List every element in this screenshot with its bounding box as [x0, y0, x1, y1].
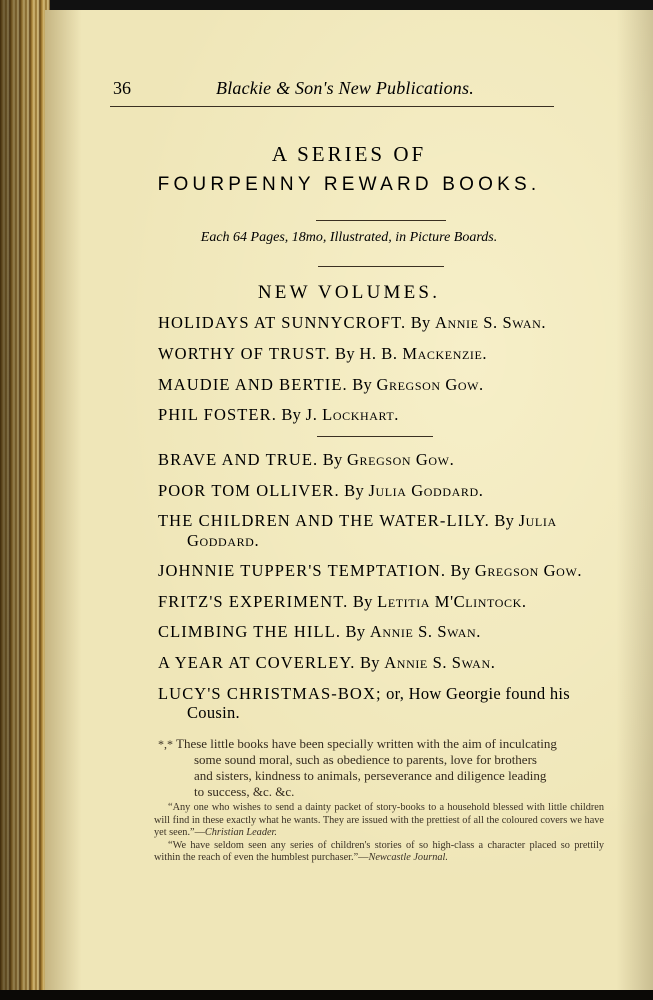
by-word: By	[352, 375, 373, 394]
quote-text: “Any one who wishes to send a dainty packet of story-books to a household blessed with little children will find in these exactly what he wants. They are issued with the prettiest of all the coloured covers we have yet seen.”—	[154, 802, 604, 839]
note-line-2: some sound moral, such as obedience to parents, love for brothers	[194, 752, 537, 767]
list-item	[158, 622, 605, 642]
book-author: Annie S. Swan.	[384, 653, 496, 672]
header-rule	[110, 106, 554, 107]
book-author: Letitia M'Clintock.	[377, 592, 527, 611]
book-title: HOLIDAYS AT SUNNYCROFT.	[158, 313, 407, 332]
book-alt-title: How Georgie found his	[408, 684, 570, 703]
book-author: Gregson Gow.	[376, 375, 484, 394]
main-title: FOURPENNY REWARD BOOKS.	[157, 174, 541, 195]
book-title: MAUDIE AND BERTIE.	[158, 375, 348, 394]
list-item-continuation	[187, 531, 605, 551]
book-title: BRAVE AND TRUE.	[158, 450, 319, 469]
book-title: FRITZ'S EXPERIMENT.	[158, 592, 349, 611]
note-line-4: to success, &c. &c.	[194, 784, 295, 799]
asterism-mark: *,*	[158, 737, 173, 751]
book-author: J. Lockhart.	[305, 405, 400, 424]
quote-source: Christian Leader.	[204, 827, 277, 839]
title-rule	[316, 220, 446, 221]
series-line: A SERIES OF	[271, 142, 427, 166]
list-item	[158, 450, 605, 470]
book-author: Julia	[518, 511, 557, 530]
quote-source: Newcastle Journal.	[368, 852, 448, 864]
by-word: By	[494, 511, 515, 530]
by-word: By	[345, 622, 366, 641]
book-page-edges	[0, 0, 50, 1000]
running-head	[113, 78, 563, 100]
list-item	[158, 481, 605, 501]
list-item	[158, 653, 605, 673]
note-line-1: *,* These little books have been specially written with the aim of inculcating	[158, 736, 557, 751]
book-author: Gregson Gow.	[474, 561, 583, 580]
book-title: WORTHY OF TRUST.	[158, 344, 331, 363]
page-number: 36	[113, 78, 131, 98]
by-word: By	[410, 313, 431, 332]
press-quote	[154, 802, 604, 840]
press-quotes	[154, 802, 604, 865]
list-item	[158, 344, 605, 364]
note-line-3: and sisters, kindness to animals, perseverance and diligence leading	[194, 768, 547, 783]
by-word: By	[359, 653, 380, 672]
book-title: CLIMBING THE HILL.	[158, 622, 342, 641]
subtitle: Each 64 Pages, 18mo, Illustrated, in Picture Boards.	[200, 230, 498, 245]
book-title: PHIL FOSTER.	[158, 405, 277, 424]
book-author: Gregson Gow.	[347, 450, 455, 469]
book-author: H. B. Mackenzie.	[359, 344, 488, 363]
list-item	[158, 313, 605, 333]
book-title: LUCY'S CHRISTMAS-BOX;	[158, 684, 382, 703]
by-word: By	[322, 450, 343, 469]
list-item	[158, 684, 605, 704]
list-item	[158, 405, 605, 425]
by-word: By	[344, 481, 365, 500]
series-note	[158, 736, 605, 800]
book-title: A YEAR AT COVERLEY.	[158, 653, 356, 672]
book-title: JOHNNIE TUPPER'S TEMPTATION.	[158, 561, 447, 580]
list-item-continuation	[187, 703, 605, 723]
by-word: By	[281, 405, 302, 424]
by-word: By	[352, 592, 373, 611]
book-author-continued: Goddard.	[187, 531, 260, 550]
scan-bottom-edge	[0, 990, 653, 1000]
book-title: THE CHILDREN AND THE WATER-LILY.	[158, 511, 490, 530]
book-alt-title-continued: Cousin.	[187, 703, 240, 722]
running-title: Blackie & Son's New Publications.	[216, 78, 474, 98]
list-item	[158, 561, 605, 581]
book-title: POOR TOM OLLIVER.	[158, 481, 340, 500]
book-author: Annie S. Swan.	[434, 313, 547, 332]
by-word: By	[450, 561, 471, 580]
quote-text: “We have seldom seen any series of children's stories of so high-class a character placed so prettily within the reach of even the humblest purchaser.”—	[154, 839, 604, 864]
book-author: Julia Goddard.	[368, 481, 484, 500]
section-divider	[317, 436, 433, 437]
subtitle-rule	[318, 266, 444, 267]
or-word: or,	[386, 684, 405, 703]
by-word: By	[335, 344, 355, 363]
book-author: Annie S. Swan.	[369, 622, 481, 641]
list-item	[158, 375, 605, 395]
section-heading: NEW VOLUMES.	[257, 282, 441, 303]
press-quote	[154, 840, 604, 865]
list-item	[158, 592, 605, 612]
list-item	[158, 511, 605, 531]
